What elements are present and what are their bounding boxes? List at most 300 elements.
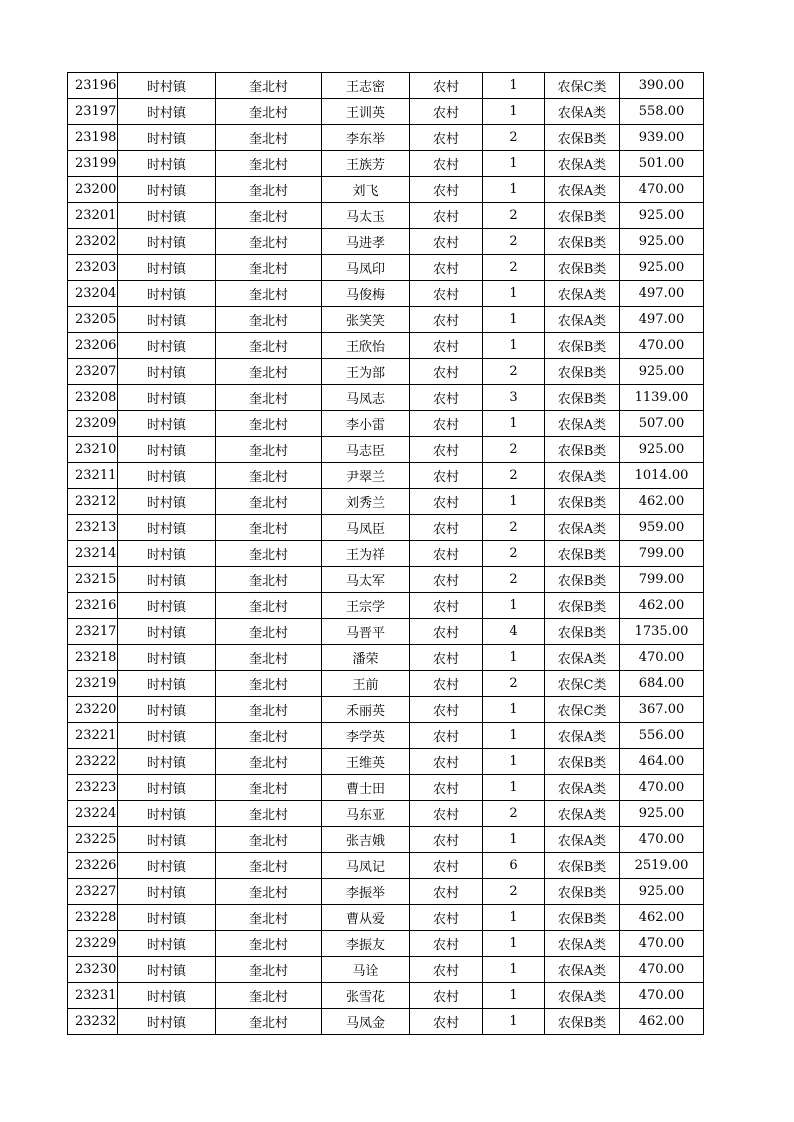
category-cell: 农保A类 [545, 151, 620, 177]
area-type-cell: 农村 [410, 827, 483, 853]
village-cell: 奎北村 [216, 697, 322, 723]
area-type-cell: 农村 [410, 177, 483, 203]
area-type-cell: 农村 [410, 723, 483, 749]
name-cell: 王训英 [322, 99, 410, 125]
town-cell: 时村镇 [118, 541, 216, 567]
amount-cell: 470.00 [620, 333, 704, 359]
town-cell: 时村镇 [118, 619, 216, 645]
household-count-cell: 1 [483, 931, 545, 957]
name-cell: 马志臣 [322, 437, 410, 463]
amount-cell: 390.00 [620, 73, 704, 99]
village-cell: 奎北村 [216, 437, 322, 463]
town-cell: 时村镇 [118, 333, 216, 359]
category-cell: 农保B类 [545, 203, 620, 229]
village-cell: 奎北村 [216, 671, 322, 697]
area-type-cell: 农村 [410, 879, 483, 905]
category-cell: 农保A类 [545, 307, 620, 333]
name-cell: 马太玉 [322, 203, 410, 229]
village-cell: 奎北村 [216, 723, 322, 749]
village-cell: 奎北村 [216, 515, 322, 541]
village-cell: 奎北村 [216, 645, 322, 671]
town-cell: 时村镇 [118, 437, 216, 463]
amount-cell: 470.00 [620, 177, 704, 203]
amount-cell: 507.00 [620, 411, 704, 437]
town-cell: 时村镇 [118, 359, 216, 385]
household-count-cell: 2 [483, 541, 545, 567]
record-id: 23202 [68, 229, 118, 255]
table-row [68, 359, 704, 385]
area-type-cell: 农村 [410, 73, 483, 99]
record-id: 23211 [68, 463, 118, 489]
town-cell: 时村镇 [118, 827, 216, 853]
village-cell: 奎北村 [216, 983, 322, 1009]
category-cell: 农保A类 [545, 775, 620, 801]
household-count-cell: 1 [483, 697, 545, 723]
category-cell: 农保B类 [545, 255, 620, 281]
record-id: 23228 [68, 905, 118, 931]
record-id: 23199 [68, 151, 118, 177]
table-row [68, 463, 704, 489]
area-type-cell: 农村 [410, 255, 483, 281]
household-count-cell: 1 [483, 723, 545, 749]
table-body [68, 73, 704, 1035]
name-cell: 王族芳 [322, 151, 410, 177]
area-type-cell: 农村 [410, 281, 483, 307]
amount-cell: 799.00 [620, 541, 704, 567]
household-count-cell: 4 [483, 619, 545, 645]
record-id: 23206 [68, 333, 118, 359]
record-id: 23220 [68, 697, 118, 723]
record-id: 23226 [68, 853, 118, 879]
amount-cell: 925.00 [620, 359, 704, 385]
town-cell: 时村镇 [118, 671, 216, 697]
category-cell: 农保B类 [545, 905, 620, 931]
amount-cell: 2519.00 [620, 853, 704, 879]
village-cell: 奎北村 [216, 255, 322, 281]
category-cell: 农保A类 [545, 411, 620, 437]
area-type-cell: 农村 [410, 437, 483, 463]
household-count-cell: 6 [483, 853, 545, 879]
town-cell: 时村镇 [118, 515, 216, 541]
town-cell: 时村镇 [118, 385, 216, 411]
amount-cell: 497.00 [620, 281, 704, 307]
category-cell: 农保A类 [545, 177, 620, 203]
village-cell: 奎北村 [216, 229, 322, 255]
household-count-cell: 2 [483, 801, 545, 827]
town-cell: 时村镇 [118, 99, 216, 125]
name-cell: 王欣怡 [322, 333, 410, 359]
household-count-cell: 1 [483, 333, 545, 359]
town-cell: 时村镇 [118, 749, 216, 775]
amount-cell: 462.00 [620, 905, 704, 931]
village-cell: 奎北村 [216, 359, 322, 385]
table-row [68, 775, 704, 801]
area-type-cell: 农村 [410, 411, 483, 437]
category-cell: 农保A类 [545, 281, 620, 307]
household-count-cell: 1 [483, 775, 545, 801]
household-count-cell: 1 [483, 99, 545, 125]
household-count-cell: 3 [483, 385, 545, 411]
record-id: 23231 [68, 983, 118, 1009]
area-type-cell: 农村 [410, 905, 483, 931]
household-count-cell: 1 [483, 307, 545, 333]
town-cell: 时村镇 [118, 801, 216, 827]
amount-cell: 925.00 [620, 801, 704, 827]
amount-cell: 684.00 [620, 671, 704, 697]
category-cell: 农保A类 [545, 645, 620, 671]
category-cell: 农保B类 [545, 489, 620, 515]
record-id: 23224 [68, 801, 118, 827]
town-cell: 时村镇 [118, 463, 216, 489]
record-id: 23196 [68, 73, 118, 99]
category-cell: 农保B类 [545, 125, 620, 151]
town-cell: 时村镇 [118, 853, 216, 879]
town-cell: 时村镇 [118, 957, 216, 983]
table-row [68, 879, 704, 905]
amount-cell: 556.00 [620, 723, 704, 749]
record-id: 23216 [68, 593, 118, 619]
name-cell: 李小雷 [322, 411, 410, 437]
household-count-cell: 1 [483, 281, 545, 307]
household-count-cell: 1 [483, 905, 545, 931]
category-cell: 农保B类 [545, 333, 620, 359]
area-type-cell: 农村 [410, 697, 483, 723]
table-row [68, 567, 704, 593]
table-row [68, 853, 704, 879]
area-type-cell: 农村 [410, 801, 483, 827]
record-id: 23209 [68, 411, 118, 437]
table-row [68, 801, 704, 827]
category-cell: 农保B类 [545, 879, 620, 905]
village-cell: 奎北村 [216, 99, 322, 125]
town-cell: 时村镇 [118, 1009, 216, 1035]
area-type-cell: 农村 [410, 125, 483, 151]
area-type-cell: 农村 [410, 749, 483, 775]
village-cell: 奎北村 [216, 853, 322, 879]
village-cell: 奎北村 [216, 463, 322, 489]
household-count-cell: 2 [483, 515, 545, 541]
name-cell: 潘荣 [322, 645, 410, 671]
name-cell: 张雪花 [322, 983, 410, 1009]
record-id: 23200 [68, 177, 118, 203]
category-cell: 农保A类 [545, 957, 620, 983]
table-row [68, 827, 704, 853]
household-count-cell: 2 [483, 203, 545, 229]
household-count-cell: 2 [483, 125, 545, 151]
amount-cell: 939.00 [620, 125, 704, 151]
village-cell: 奎北村 [216, 411, 322, 437]
village-cell: 奎北村 [216, 73, 322, 99]
amount-cell: 558.00 [620, 99, 704, 125]
category-cell: 农保C类 [545, 73, 620, 99]
name-cell: 刘飞 [322, 177, 410, 203]
amount-cell: 497.00 [620, 307, 704, 333]
area-type-cell: 农村 [410, 671, 483, 697]
category-cell: 农保B类 [545, 853, 620, 879]
village-cell: 奎北村 [216, 567, 322, 593]
area-type-cell: 农村 [410, 515, 483, 541]
table-row [68, 957, 704, 983]
area-type-cell: 农村 [410, 957, 483, 983]
name-cell: 马凤臣 [322, 515, 410, 541]
name-cell: 马进孝 [322, 229, 410, 255]
name-cell: 马诠 [322, 957, 410, 983]
category-cell: 农保B类 [545, 1009, 620, 1035]
town-cell: 时村镇 [118, 645, 216, 671]
town-cell: 时村镇 [118, 177, 216, 203]
name-cell: 李东举 [322, 125, 410, 151]
record-id: 23213 [68, 515, 118, 541]
area-type-cell: 农村 [410, 931, 483, 957]
town-cell: 时村镇 [118, 567, 216, 593]
area-type-cell: 农村 [410, 983, 483, 1009]
record-id: 23221 [68, 723, 118, 749]
amount-cell: 925.00 [620, 229, 704, 255]
household-count-cell: 1 [483, 957, 545, 983]
household-count-cell: 2 [483, 359, 545, 385]
area-type-cell: 农村 [410, 853, 483, 879]
area-type-cell: 农村 [410, 1009, 483, 1035]
name-cell: 王维英 [322, 749, 410, 775]
table-row [68, 619, 704, 645]
table-row [68, 489, 704, 515]
village-cell: 奎北村 [216, 749, 322, 775]
record-id: 23217 [68, 619, 118, 645]
town-cell: 时村镇 [118, 879, 216, 905]
household-count-cell: 2 [483, 671, 545, 697]
town-cell: 时村镇 [118, 151, 216, 177]
area-type-cell: 农村 [410, 489, 483, 515]
household-count-cell: 2 [483, 437, 545, 463]
household-count-cell: 1 [483, 151, 545, 177]
name-cell: 尹翠兰 [322, 463, 410, 489]
village-cell: 奎北村 [216, 177, 322, 203]
name-cell: 马太军 [322, 567, 410, 593]
household-count-cell: 1 [483, 983, 545, 1009]
table-row [68, 203, 704, 229]
area-type-cell: 农村 [410, 567, 483, 593]
table-row [68, 177, 704, 203]
town-cell: 时村镇 [118, 905, 216, 931]
amount-cell: 462.00 [620, 1009, 704, 1035]
table-row [68, 723, 704, 749]
area-type-cell: 农村 [410, 307, 483, 333]
record-id: 23210 [68, 437, 118, 463]
category-cell: 农保B类 [545, 359, 620, 385]
household-count-cell: 1 [483, 411, 545, 437]
household-count-cell: 1 [483, 489, 545, 515]
household-count-cell: 2 [483, 567, 545, 593]
household-count-cell: 1 [483, 645, 545, 671]
amount-cell: 470.00 [620, 645, 704, 671]
village-cell: 奎北村 [216, 905, 322, 931]
town-cell: 时村镇 [118, 255, 216, 281]
area-type-cell: 农村 [410, 151, 483, 177]
name-cell: 张吉娥 [322, 827, 410, 853]
town-cell: 时村镇 [118, 489, 216, 515]
table-row [68, 437, 704, 463]
name-cell: 李学英 [322, 723, 410, 749]
name-cell: 马凤志 [322, 385, 410, 411]
amount-cell: 501.00 [620, 151, 704, 177]
village-cell: 奎北村 [216, 593, 322, 619]
table-row [68, 541, 704, 567]
category-cell: 农保B类 [545, 229, 620, 255]
record-id: 23225 [68, 827, 118, 853]
table-row [68, 255, 704, 281]
name-cell: 王为部 [322, 359, 410, 385]
table-row [68, 411, 704, 437]
table-row [68, 307, 704, 333]
record-id: 23208 [68, 385, 118, 411]
name-cell: 张笑笑 [322, 307, 410, 333]
name-cell: 王志密 [322, 73, 410, 99]
table-row [68, 645, 704, 671]
area-type-cell: 农村 [410, 99, 483, 125]
area-type-cell: 农村 [410, 593, 483, 619]
category-cell: 农保A类 [545, 723, 620, 749]
village-cell: 奎北村 [216, 879, 322, 905]
table-row [68, 1009, 704, 1035]
town-cell: 时村镇 [118, 723, 216, 749]
table-row [68, 593, 704, 619]
area-type-cell: 农村 [410, 359, 483, 385]
name-cell: 马凤印 [322, 255, 410, 281]
category-cell: 农保A类 [545, 983, 620, 1009]
amount-cell: 470.00 [620, 775, 704, 801]
household-count-cell: 1 [483, 177, 545, 203]
amount-cell: 470.00 [620, 827, 704, 853]
village-cell: 奎北村 [216, 385, 322, 411]
town-cell: 时村镇 [118, 697, 216, 723]
table-row [68, 931, 704, 957]
table-row [68, 99, 704, 125]
table-row [68, 749, 704, 775]
area-type-cell: 农村 [410, 385, 483, 411]
town-cell: 时村镇 [118, 203, 216, 229]
record-id: 23222 [68, 749, 118, 775]
amount-cell: 470.00 [620, 983, 704, 1009]
record-id: 23227 [68, 879, 118, 905]
name-cell: 禾丽英 [322, 697, 410, 723]
village-cell: 奎北村 [216, 619, 322, 645]
table-row [68, 73, 704, 99]
table-row [68, 983, 704, 1009]
village-cell: 奎北村 [216, 203, 322, 229]
town-cell: 时村镇 [118, 125, 216, 151]
category-cell: 农保A类 [545, 99, 620, 125]
amount-cell: 367.00 [620, 697, 704, 723]
amount-cell: 799.00 [620, 567, 704, 593]
table-row [68, 333, 704, 359]
village-cell: 奎北村 [216, 489, 322, 515]
record-id: 23223 [68, 775, 118, 801]
category-cell: 农保A类 [545, 827, 620, 853]
category-cell: 农保B类 [545, 593, 620, 619]
town-cell: 时村镇 [118, 73, 216, 99]
household-count-cell: 1 [483, 73, 545, 99]
village-cell: 奎北村 [216, 307, 322, 333]
name-cell: 马凤金 [322, 1009, 410, 1035]
area-type-cell: 农村 [410, 229, 483, 255]
village-cell: 奎北村 [216, 1009, 322, 1035]
amount-cell: 1735.00 [620, 619, 704, 645]
town-cell: 时村镇 [118, 931, 216, 957]
name-cell: 李振举 [322, 879, 410, 905]
amount-cell: 1139.00 [620, 385, 704, 411]
household-count-cell: 2 [483, 879, 545, 905]
amount-cell: 470.00 [620, 931, 704, 957]
village-cell: 奎北村 [216, 827, 322, 853]
table-row [68, 671, 704, 697]
village-cell: 奎北村 [216, 931, 322, 957]
category-cell: 农保B类 [545, 619, 620, 645]
category-cell: 农保A类 [545, 931, 620, 957]
record-id: 23203 [68, 255, 118, 281]
record-id: 23219 [68, 671, 118, 697]
name-cell: 曹从爱 [322, 905, 410, 931]
category-cell: 农保B类 [545, 385, 620, 411]
category-cell: 农保B类 [545, 541, 620, 567]
name-cell: 马东亚 [322, 801, 410, 827]
town-cell: 时村镇 [118, 593, 216, 619]
town-cell: 时村镇 [118, 983, 216, 1009]
record-id: 23201 [68, 203, 118, 229]
village-cell: 奎北村 [216, 125, 322, 151]
area-type-cell: 农村 [410, 203, 483, 229]
village-cell: 奎北村 [216, 801, 322, 827]
table-row [68, 125, 704, 151]
category-cell: 农保A类 [545, 463, 620, 489]
town-cell: 时村镇 [118, 775, 216, 801]
name-cell: 马晋平 [322, 619, 410, 645]
record-id: 23229 [68, 931, 118, 957]
name-cell: 曹士田 [322, 775, 410, 801]
amount-cell: 925.00 [620, 879, 704, 905]
amount-cell: 462.00 [620, 489, 704, 515]
household-count-cell: 1 [483, 1009, 545, 1035]
record-id: 23215 [68, 567, 118, 593]
household-count-cell: 2 [483, 463, 545, 489]
village-cell: 奎北村 [216, 541, 322, 567]
household-count-cell: 2 [483, 255, 545, 281]
category-cell: 农保B类 [545, 437, 620, 463]
village-cell: 奎北村 [216, 281, 322, 307]
record-id: 23214 [68, 541, 118, 567]
household-count-cell: 2 [483, 229, 545, 255]
amount-cell: 1014.00 [620, 463, 704, 489]
amount-cell: 464.00 [620, 749, 704, 775]
table-row [68, 515, 704, 541]
table-row [68, 697, 704, 723]
town-cell: 时村镇 [118, 281, 216, 307]
area-type-cell: 农村 [410, 619, 483, 645]
amount-cell: 462.00 [620, 593, 704, 619]
record-id: 23204 [68, 281, 118, 307]
name-cell: 王前 [322, 671, 410, 697]
town-cell: 时村镇 [118, 307, 216, 333]
amount-cell: 470.00 [620, 957, 704, 983]
name-cell: 马凤记 [322, 853, 410, 879]
data-table [67, 72, 704, 1035]
record-id: 23205 [68, 307, 118, 333]
table-row [68, 281, 704, 307]
name-cell: 刘秀兰 [322, 489, 410, 515]
household-count-cell: 1 [483, 749, 545, 775]
area-type-cell: 农村 [410, 541, 483, 567]
record-id: 23212 [68, 489, 118, 515]
town-cell: 时村镇 [118, 411, 216, 437]
